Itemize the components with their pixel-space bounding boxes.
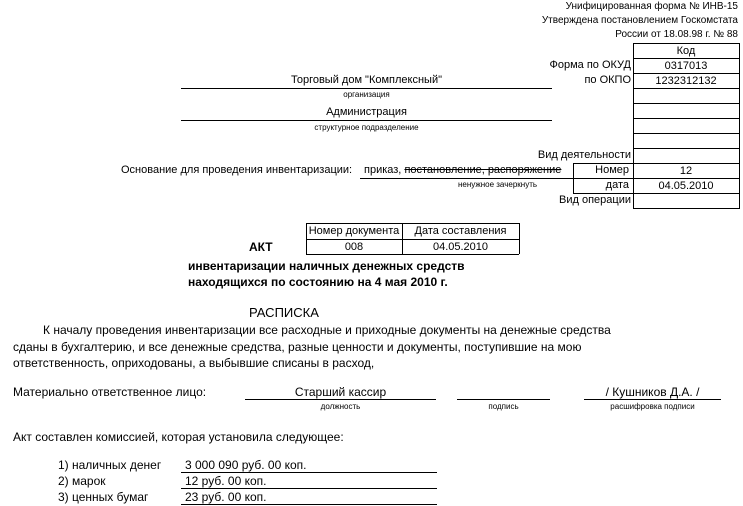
code-column-title: Код (676, 45, 696, 57)
organization-name: Торговый дом "Комплексный" (290, 74, 443, 86)
okpo-label: по ОКПО (584, 74, 631, 86)
responsible-label: Материально ответственное лицо: (13, 385, 207, 399)
receipt-heading: РАСПИСКА (249, 305, 319, 320)
commission-item-value: 23 руб. 00 коп. (185, 490, 267, 504)
basis-value (364, 164, 561, 176)
name-caption: расшифровка подписи (610, 402, 695, 411)
act-subtitle-line-1: инвентаризации наличных денежных средств (188, 259, 465, 273)
commission-item-label: 1) наличных денег (58, 458, 162, 472)
activity-label: Вид деятельности (537, 149, 631, 161)
form-header-line-2: Утверждена постановлением Госкомстата (541, 15, 738, 26)
okud-code: 0317013 (664, 60, 708, 72)
okud-label: Форма по ОКУД (549, 59, 631, 71)
organization-caption: организация (343, 90, 390, 99)
form-header-line-3: России от 18.08.98 г. № 88 (615, 29, 738, 40)
receipt-text-line-1: К началу проведения инвентаризации все расходные и приходные документы на денежные средства (43, 323, 611, 337)
department-name: Администрация (326, 106, 407, 118)
responsible-name: / Кушников Д.А. / (605, 385, 700, 399)
basis-value-selected: приказ, (364, 164, 402, 176)
receipt-text-line-2: сданы в бухгалтерию, и все денежные средства, разные ценности и документы, поступившие на мою (13, 340, 582, 354)
operation-label: Вид операции (559, 194, 631, 206)
commission-item-value: 3 000 090 руб. 00 коп. (185, 458, 307, 472)
commission-item-label: 3) ценных бумаг (58, 490, 149, 504)
commission-item-value: 12 руб. 00 коп. (185, 474, 267, 488)
signature-caption: подпись (488, 402, 519, 411)
date-label: дата (605, 179, 629, 191)
responsible-position: Старший кассир (294, 385, 387, 399)
doc-date-code: 04.05.2010 (658, 180, 714, 192)
okpo-code: 1232312132 (655, 75, 717, 87)
basis-label: Основание для проведения инвентаризации: (121, 164, 353, 176)
doc-number-code: 12 (679, 165, 693, 177)
commission-item-label: 2) марок (58, 474, 106, 488)
receipt-text-line-3: ответственность, оприходованы, а выбывшие списаны в расход, (13, 356, 375, 370)
act-subtitle-line-2: находящихся по состоянию на 4 мая 2010 г. (188, 275, 448, 289)
number-label: Номер (595, 164, 629, 176)
doc-number-value: 008 (344, 241, 364, 253)
doc-date-header: Дата составления (414, 225, 507, 237)
basis-value-struck: постановление, распоряжение (404, 164, 562, 176)
department-caption: структурное подразделение (314, 123, 419, 132)
doc-number-header: Номер документа (308, 225, 400, 237)
basis-caption: ненужное зачеркнуть (458, 180, 538, 189)
position-caption: должность (320, 402, 361, 411)
commission-intro: Акт составлен комиссией, которая установила следующее: (13, 430, 344, 444)
act-title: АКТ (249, 240, 273, 254)
form-header-line-1: Унифицированная форма № ИНВ-15 (565, 1, 738, 12)
doc-date-value: 04.05.2010 (432, 241, 489, 253)
